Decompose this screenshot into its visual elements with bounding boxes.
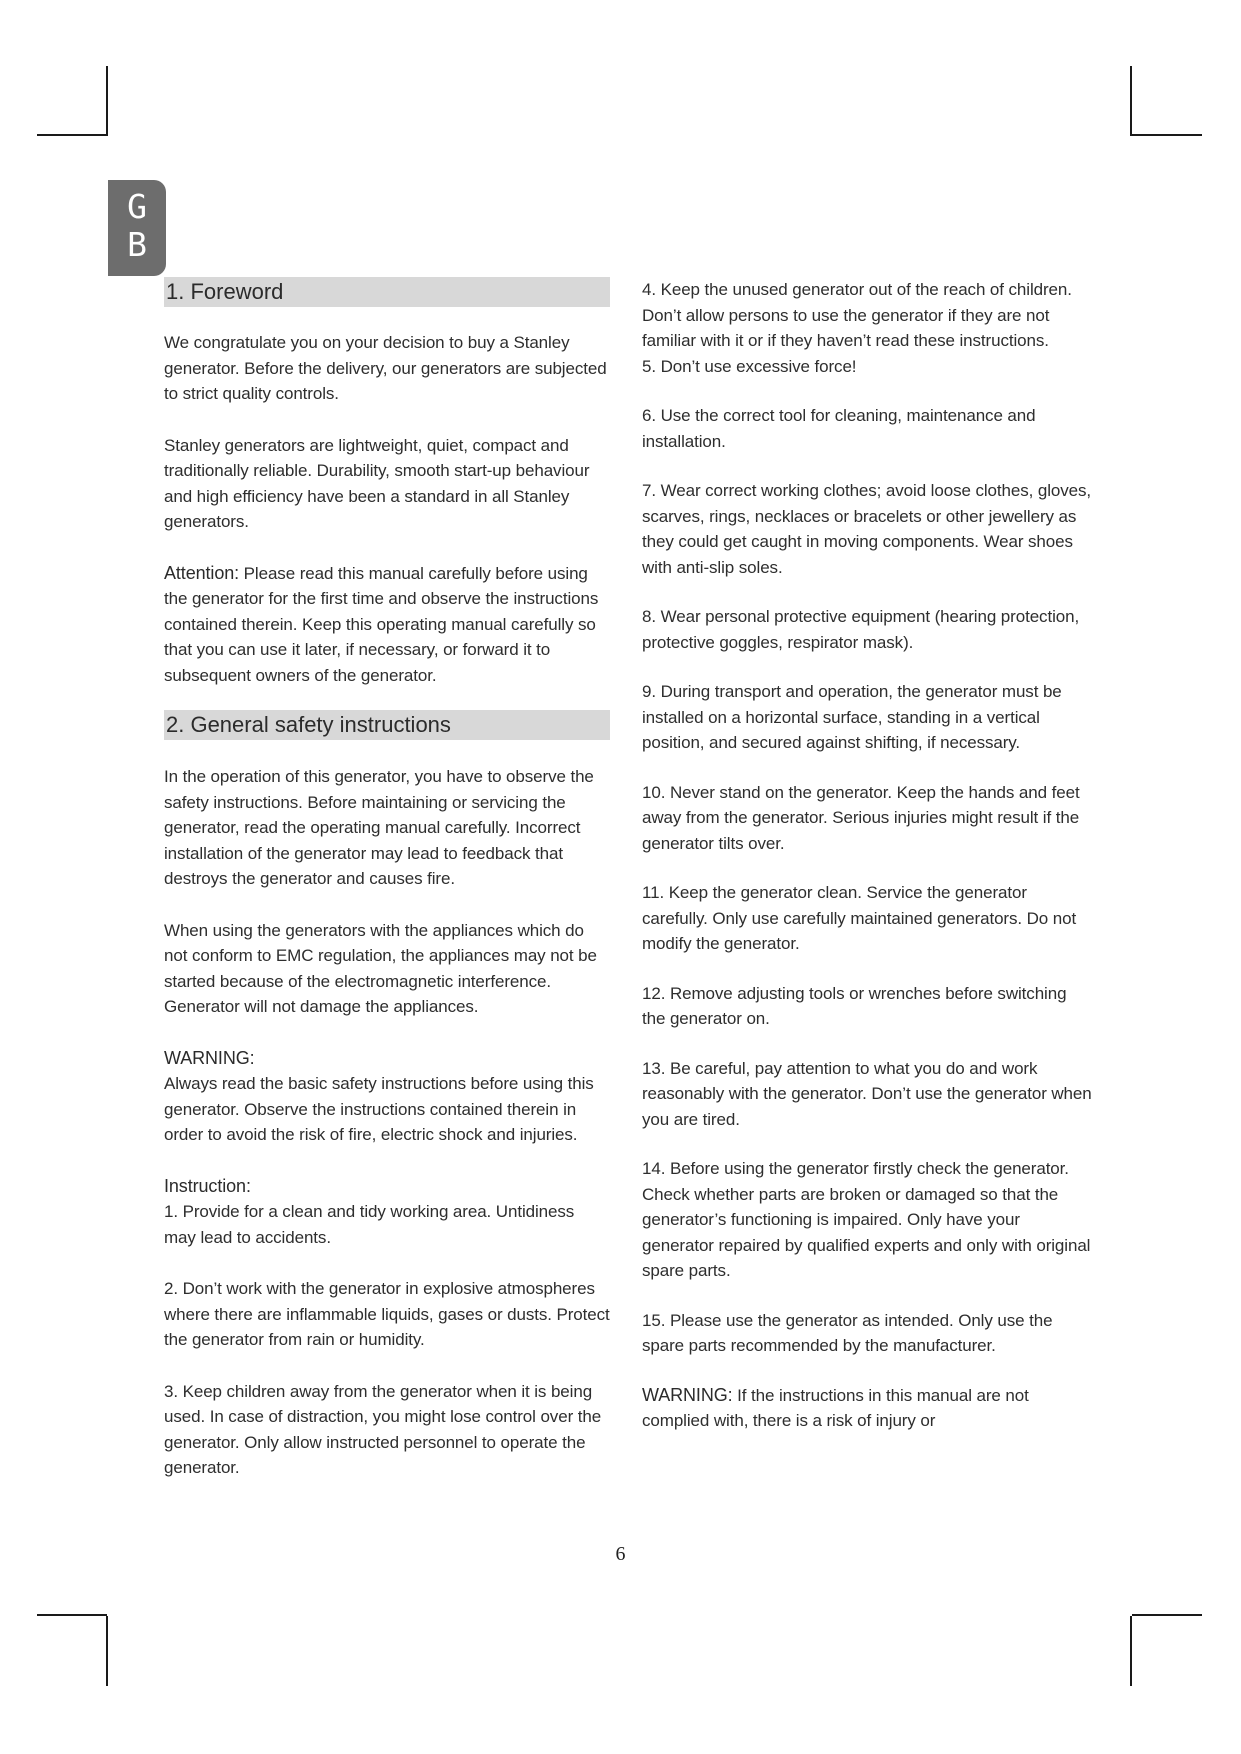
crop-mark-top-right-vertical	[1130, 66, 1132, 136]
language-tab	[108, 180, 166, 276]
left-column	[164, 277, 610, 1481]
foreword-paragraph-2: Stanley generators are lightweight, quiet, compact and traditionally reliable. Durability, smooth start-up behaviour and high efficiency have been a standard in all Stanley generators.	[164, 435, 590, 531]
instruction-item-5: 5. Don’t use excessive force!	[642, 356, 857, 376]
instruction-item-9: 9. During transport and operation, the generator must be installed on a horizontal surface, standing in a vertical position, and secured against shifting, if necessary.	[642, 682, 1062, 752]
crop-mark-top-right-horizontal	[1132, 134, 1202, 136]
instruction-item-4: 4. Keep the unused generator out of the reach of children. Don’t allow persons to use the generator if they are not familiar with it or if they haven’t read these instructions.	[642, 280, 1072, 350]
instruction-item-7: 7. Wear correct working clothes; avoid loose clothes, gloves, scarves, rings, necklaces or bracelets or other jewellery as they could get caught in moving components. Wear shoes with anti-slip soles.	[642, 481, 1092, 577]
right-column	[642, 277, 1092, 1434]
instruction-item-3: 3. Keep children away from the generator when it is being used. In case of distraction, you might lose control over the generator. Only allow instructed personnel to operate the generator.	[164, 1381, 602, 1477]
safety-paragraph-1: In the operation of this generator, you have to observe the safety instructions. Before maintaining or servicing the generator, read the operating manual carefully. Incorrect installation of the generator may lead to feedback that destroys the generator and causes fire.	[164, 767, 594, 888]
foreword-attention-paragraph	[164, 561, 610, 689]
instruction-item-15: 15. Please use the generator as intended. Only use the spare parts recommended by the manufacturer.	[642, 1310, 1053, 1355]
instruction-item-12: 12. Remove adjusting tools or wrenches before switching the generator on.	[642, 983, 1067, 1028]
language-tab-letter-1: G	[127, 187, 147, 226]
closing-warning-text: If the instructions in this manual are not complied with, there is a risk of injury or	[642, 1385, 1029, 1430]
attention-label: Attention:	[164, 562, 240, 583]
crop-mark-top-left-horizontal	[37, 134, 107, 136]
instruction-item-8: 8. Wear personal protective equipment (hearing protection, protective goggles, respirator mask).	[642, 607, 1080, 652]
foreword-paragraph-1: We congratulate you on your decision to buy a Stanley generator. Before the delivery, our generators are subjected to strict quality controls.	[164, 333, 607, 403]
crop-mark-bottom-left-vertical	[106, 1616, 108, 1686]
language-tab-letter-2: B	[127, 225, 147, 264]
instruction-item-10: 10. Never stand on the generator. Keep the hands and feet away from the generator. Serious injuries might result if the generator tilts over.	[642, 782, 1080, 853]
crop-mark-bottom-left-horizontal	[37, 1614, 107, 1616]
attention-text: Please read this manual carefully before using the generator for the first time and observe the instructions contained therein. Keep this operating manual carefully so that you can use it later, if necessary, or forward it to subsequent owners of the generator.	[164, 563, 599, 685]
safety-heading: 2. General safety instructions	[164, 710, 610, 740]
page-number: 6	[615, 1543, 626, 1565]
instruction-label: Instruction:	[164, 1175, 251, 1196]
warning-text: Always read the basic safety instructions before using this generator. Observe the instructions contained therein in order to avoid the risk of fire, electric shock and injuries.	[164, 1074, 594, 1144]
closing-warning-paragraph	[642, 1383, 1092, 1434]
crop-mark-bottom-right-vertical	[1130, 1616, 1132, 1686]
instruction-item-14: 14. Before using the generator firstly check the generator. Check whether parts are broken or damaged so that the generator’s functioning is impaired. Only have your generator repaired by qualified experts and only with original spare parts.	[642, 1159, 1091, 1280]
instruction-item-6: 6. Use the correct tool for cleaning, maintenance and installation.	[642, 406, 1036, 451]
instruction-item-13: 13. Be careful, pay attention to what you do and work reasonably with the generator. Don’t use the generator when you are tired.	[642, 1058, 1092, 1129]
closing-warning-label: WARNING:	[642, 1384, 733, 1405]
instruction-item-1: 1. Provide for a clean and tidy working area. Untidiness may lead to accidents.	[164, 1202, 575, 1247]
crop-mark-bottom-right-horizontal	[1132, 1614, 1202, 1616]
instruction-item-2: 2. Don’t work with the generator in explosive atmospheres where there are inflammable liquids, gases or dusts. Protect the generator from rain or humidity.	[164, 1279, 610, 1349]
safety-paragraph-2: When using the generators with the appliances which do not conform to EMC regulation, the appliances may not be started because of the electromagnetic interference. Generator will not damage the appliances.	[164, 920, 597, 1016]
warning-label: WARNING:	[164, 1047, 255, 1068]
foreword-heading: 1. Foreword	[164, 277, 610, 307]
instruction-item-11: 11. Keep the generator clean. Service the generator carefully. Only use carefully maintained generators. Do not modify the generator.	[642, 883, 1077, 953]
crop-mark-top-left-vertical	[106, 66, 108, 136]
